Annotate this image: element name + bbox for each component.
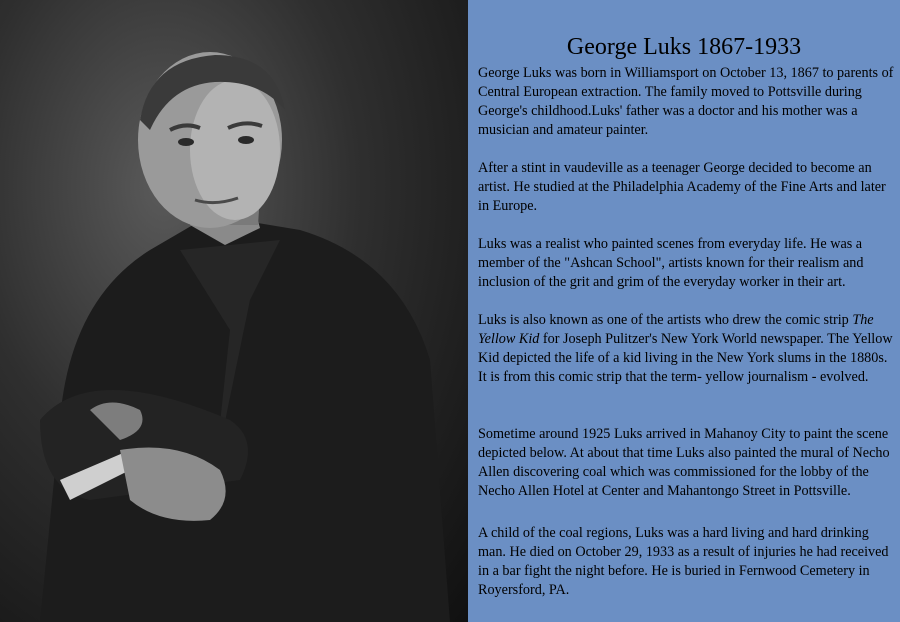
- bio-paragraph-yellow-kid: [478, 311, 898, 387]
- bio-paragraph-artist: After a stint in vaudeville as a teenager George decided to become an artist. He studied at the Philadelphia Academy of the Fine Arts and later in Europe.: [478, 160, 886, 214]
- yellow-kid-title: The Yellow Kid: [478, 312, 874, 347]
- bio-paragraph-ashcan: Luks was a realist who painted scenes from everyday life. He was a member of the "Ashcan School", artists known for their realism and inclusion of the grit and grim of the everyday worker in their art.: [478, 236, 864, 290]
- yellow-kid-text-post: for Joseph Pulitzer's New York World newspaper. The Yellow Kid depicted the life of a kid living in the New York slums in the 1880s. It is from this comic strip that the term- yellow journalism - evolved.: [478, 331, 893, 385]
- biography-panel: [468, 0, 900, 622]
- bio-paragraph-birth: George Luks was born in Williamsport on October 13, 1867 to parents of Central European extraction. The family moved to Pottsville during George's childhood.Luks' father was a doctor and his mother was a musician and amateur painter.: [478, 65, 894, 138]
- bio-paragraph-mahanoy: Sometime around 1925 Luks arrived in Mahanoy City to paint the scene depicted below. At about that time Luks also painted the mural of Necho Allen discovering coal which was commissioned for the lobby of the Necho Allen Hotel at Center and Mahantongo Street in Pottsville.: [478, 426, 890, 499]
- page-title: George Luks 1867-1933: [566, 34, 802, 60]
- yellow-kid-text-pre: Luks is also known as one of the artists who drew the comic strip: [478, 312, 853, 328]
- bio-paragraph-death: A child of the coal regions, Luks was a hard living and hard drinking man. He died on October 29, 1933 as a result of injuries he had received in a bar fight the night before. He is buried in Fernwood Cemetery in Royersford, PA.: [478, 525, 889, 598]
